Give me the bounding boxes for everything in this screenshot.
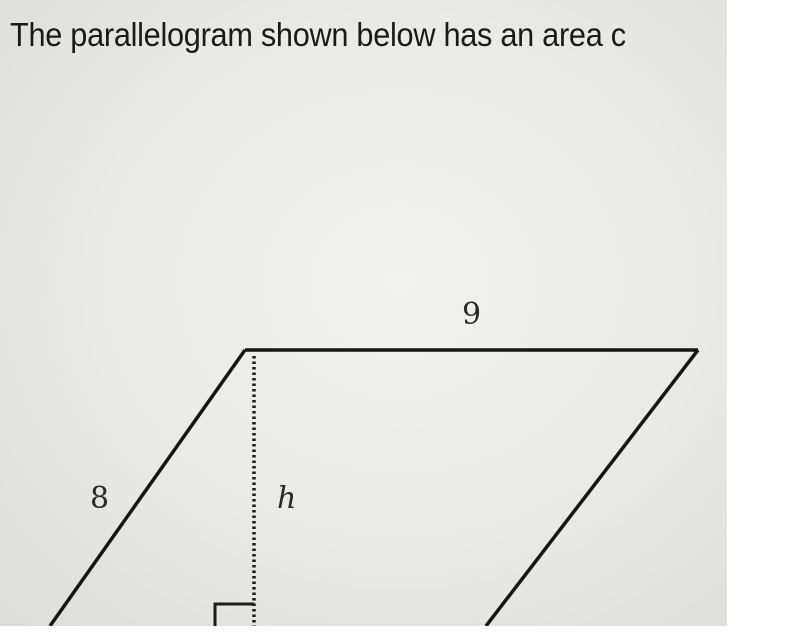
left-side-label: 8	[90, 481, 110, 516]
top-side-label: 9	[462, 297, 482, 332]
question-text: The parallelogram shown below has an area c	[10, 16, 626, 53]
height-label: h	[277, 481, 297, 516]
right-angle-marker	[215, 604, 254, 626]
parallelogram-left-edge	[50, 350, 245, 626]
parallelogram-right-edge	[486, 350, 698, 626]
